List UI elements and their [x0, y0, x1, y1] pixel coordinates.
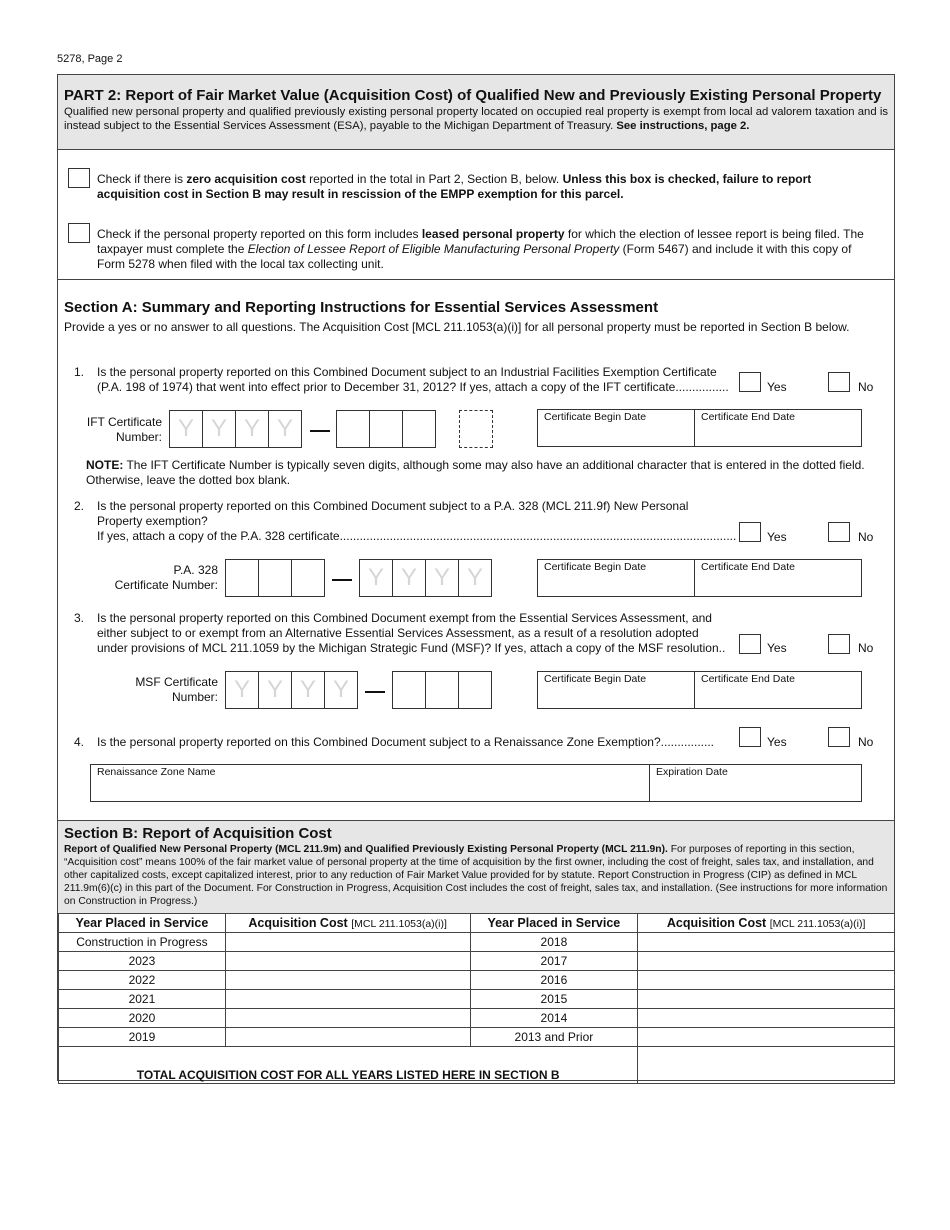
year-cell: 2022: [59, 971, 226, 990]
q3-yes-checkbox[interactable]: [739, 634, 761, 654]
q2-end-date[interactable]: Certificate End Date: [694, 559, 862, 597]
col-cost-right: Acquisition Cost [MCL 211.1053(a)(i)]: [638, 914, 895, 933]
q1-end-date[interactable]: Certificate End Date: [694, 409, 862, 447]
q4-number: 4.: [74, 735, 85, 749]
ift-cert-label: IFT Certificate Number:: [86, 415, 162, 444]
cost-input[interactable]: [638, 990, 895, 1009]
cost-input[interactable]: [638, 1009, 895, 1028]
q4-yes-checkbox[interactable]: [739, 727, 761, 747]
section-a-intro: Provide a yes or no answer to all questions. The Acquisition Cost [MCL 211.1053(a)(i)] for all personal property must be reported in Section B below.: [64, 320, 850, 334]
msf-cert-label: MSF Certificate Number:: [135, 675, 218, 704]
q4-no-checkbox[interactable]: [828, 727, 850, 747]
year-cell: Construction in Progress: [59, 933, 226, 952]
q2-yes-checkbox[interactable]: [739, 522, 761, 542]
acquisition-cost-table: [58, 913, 895, 1084]
q1-yes-label: Yes: [767, 380, 787, 394]
q4-no-label: No: [858, 735, 874, 749]
table-row: [59, 971, 895, 990]
msf-digit-7[interactable]: [458, 671, 492, 709]
dash: [332, 579, 352, 581]
q1-no-checkbox[interactable]: [828, 372, 850, 392]
q3-no-label: No: [858, 641, 874, 655]
ift-digit-1[interactable]: Y: [169, 410, 203, 448]
year-cell: 2018: [470, 933, 638, 952]
cost-input[interactable]: [225, 971, 470, 990]
cost-input[interactable]: [638, 1028, 895, 1047]
q3-number: 3.: [74, 611, 85, 625]
ift-digit-3[interactable]: Y: [235, 410, 269, 448]
section-a-title: Section A: Summary and Reporting Instructions for Essential Services Assessment: [64, 299, 659, 316]
year-cell: 2023: [59, 952, 226, 971]
leased-property-text: Check if the personal property reported on this form includes leased personal property for which the election of lessee report is being filed. The taxpayer must complete the Election of Lessee Report of Eligible Manufacturing Personal Property (Form 5467) and include it with this copy of Form 5278 when filed with the local tax collecting unit.: [97, 227, 864, 271]
pa328-digit-1[interactable]: [225, 559, 259, 597]
ift-digit-2[interactable]: Y: [202, 410, 236, 448]
section-b-title: Section B: Report of Acquisition Cost: [64, 825, 332, 842]
pa328-digit-4[interactable]: Y: [359, 559, 393, 597]
msf-digit-1[interactable]: Y: [225, 671, 259, 709]
table-row: [59, 933, 895, 952]
q3-text: Is the personal property reported on this Combined Document exempt from the Essential Services Assessment, and either subject to or exempt from an Alternative Essential Services Assessment, as a result of a resolution adopted under provisions of MCL 211.1059 by the Michigan Strategic Fund (MSF)? If yes, attach a copy of the MSF resolution..: [97, 611, 726, 655]
year-cell: 2014: [470, 1009, 638, 1028]
q2-text: Is the personal property reported on this Combined Document subject to a P.A. 328 (MCL 211.9f) New Personal Property exemption? If yes, attach a copy of the P.A. 328 certificate.......................................................................................................................: [97, 499, 737, 543]
cost-input[interactable]: [225, 933, 470, 952]
pa328-digit-7[interactable]: Y: [458, 559, 492, 597]
leased-property-checkbox[interactable]: [68, 223, 90, 243]
year-cell: 2016: [470, 971, 638, 990]
q3-yes-label: Yes: [767, 641, 787, 655]
col-year-left: Year Placed in Service: [59, 914, 226, 933]
ift-extra-character[interactable]: [459, 410, 493, 448]
cost-input[interactable]: [638, 971, 895, 990]
ift-digit-6[interactable]: [369, 410, 403, 448]
q2-no-checkbox[interactable]: [828, 522, 850, 542]
cost-input[interactable]: [638, 933, 895, 952]
part2-form: [57, 74, 895, 1081]
total-row: [59, 1047, 895, 1084]
cost-input[interactable]: [638, 952, 895, 971]
ift-digit-4[interactable]: Y: [268, 410, 302, 448]
year-cell: 2020: [59, 1009, 226, 1028]
part2-title: PART 2: Report of Fair Market Value (Acquisition Cost) of Qualified New and Previously Existing Personal Property: [64, 87, 882, 104]
msf-digit-5[interactable]: [392, 671, 426, 709]
msf-digit-3[interactable]: Y: [291, 671, 325, 709]
q2-number: 2.: [74, 499, 85, 513]
zero-acquisition-checkbox[interactable]: [68, 168, 90, 188]
dash: [365, 691, 385, 693]
table-header-row: [59, 914, 895, 933]
q2-begin-date[interactable]: Certificate Begin Date: [537, 559, 695, 597]
q1-begin-date[interactable]: Certificate Begin Date: [537, 409, 695, 447]
q3-begin-date[interactable]: Certificate Begin Date: [537, 671, 695, 709]
msf-digit-4[interactable]: Y: [324, 671, 358, 709]
table-row: [59, 1009, 895, 1028]
cost-input[interactable]: [225, 1009, 470, 1028]
year-cell: 2015: [470, 990, 638, 1009]
cost-input[interactable]: [225, 952, 470, 971]
year-cell: 2017: [470, 952, 638, 971]
expiration-date-field[interactable]: Expiration Date: [649, 764, 862, 802]
q1-text: Is the personal property reported on this Combined Document subject to an Industrial Facilities Exemption Certificate (P.A. 198 of 1974) that went into effect prior to December 31, 2012? If yes, attach a copy of the IFT certificate................: [97, 365, 729, 394]
pa328-cert-label: P.A. 328 Certificate Number:: [114, 563, 218, 592]
pa328-digit-5[interactable]: Y: [392, 559, 426, 597]
year-cell: 2013 and Prior: [470, 1028, 638, 1047]
q2-no-label: No: [858, 530, 874, 544]
pa328-digit-3[interactable]: [291, 559, 325, 597]
table-row: [59, 990, 895, 1009]
page-number: 5278, Page 2: [57, 53, 123, 65]
section-b-description: Report of Qualified New Personal Property (MCL 211.9m) and Qualified Previously Existing Personal Property (MCL 211.9n). For purposes of reporting in this section, “Acquisition cost” means 100% of the fair market value of personal property at the time of acquisition by the first owner, including the cost of freight, sales tax, and installation, and other capitalized costs, except capitalized interest, prior to any reduction of Fair Market Value provided for by statute. Report Construction in Progress (CIP) as defined in MCL 211.9m(6)(c) in this part of the Document. For Construction in Progress, Acquisition Cost includes the cost of freight, sales tax, and installation. (See instructions for more information on Construction in Progress.): [64, 844, 888, 907]
cost-input[interactable]: [225, 1028, 470, 1047]
table-row: [59, 952, 895, 971]
year-cell: 2021: [59, 990, 226, 1009]
q3-no-checkbox[interactable]: [828, 634, 850, 654]
ift-digit-7[interactable]: [402, 410, 436, 448]
msf-digit-6[interactable]: [425, 671, 459, 709]
col-cost-left: Acquisition Cost [MCL 211.1053(a)(i)]: [225, 914, 470, 933]
q1-number: 1.: [74, 365, 85, 379]
part2-header: [58, 75, 894, 150]
col-year-right: Year Placed in Service: [470, 914, 638, 933]
divider: [58, 279, 894, 280]
q3-end-date[interactable]: Certificate End Date: [694, 671, 862, 709]
cost-input[interactable]: [225, 990, 470, 1009]
year-cell: 2019: [59, 1028, 226, 1047]
section-b-header: [58, 820, 894, 914]
msf-digit-2[interactable]: Y: [258, 671, 292, 709]
q1-no-label: No: [858, 380, 874, 394]
q1-yes-checkbox[interactable]: [739, 372, 761, 392]
ift-note: NOTE: The IFT Certificate Number is typically seven digits, although some may also have an additional character that is entered in the dotted field. Otherwise, leave the dotted box blank.: [86, 458, 865, 487]
ift-digit-5[interactable]: [336, 410, 370, 448]
total-label: TOTAL ACQUISITION COST FOR ALL YEARS LISTED HERE IN SECTION B: [59, 1047, 638, 1084]
q4-text: Is the personal property reported on this Combined Document subject to a Renaissance Zone Exemption?................: [97, 735, 714, 749]
renaissance-zone-name-field[interactable]: Renaissance Zone Name: [90, 764, 650, 802]
pa328-digit-6[interactable]: Y: [425, 559, 459, 597]
total-cost-input[interactable]: [638, 1047, 895, 1084]
pa328-digit-2[interactable]: [258, 559, 292, 597]
zero-acquisition-text: Check if there is zero acquisition cost reported in the total in Part 2, Section B, below. Unless this box is checked, failure to report acquisition cost in Section B may result in rescission of the EMPP exemption for this parcel.: [97, 172, 812, 201]
dash: [310, 430, 330, 432]
q4-yes-label: Yes: [767, 735, 787, 749]
table-row: [59, 1028, 895, 1047]
part2-description: Qualified new personal property and qualified previously existing personal property located on occupied real property is exempt from local ad valorem taxation and is instead subject to the Essential Services Assessment (ESA), payable to the Michigan Department of Treasury. See instructions, page 2.: [64, 106, 888, 132]
q2-yes-label: Yes: [767, 530, 787, 544]
